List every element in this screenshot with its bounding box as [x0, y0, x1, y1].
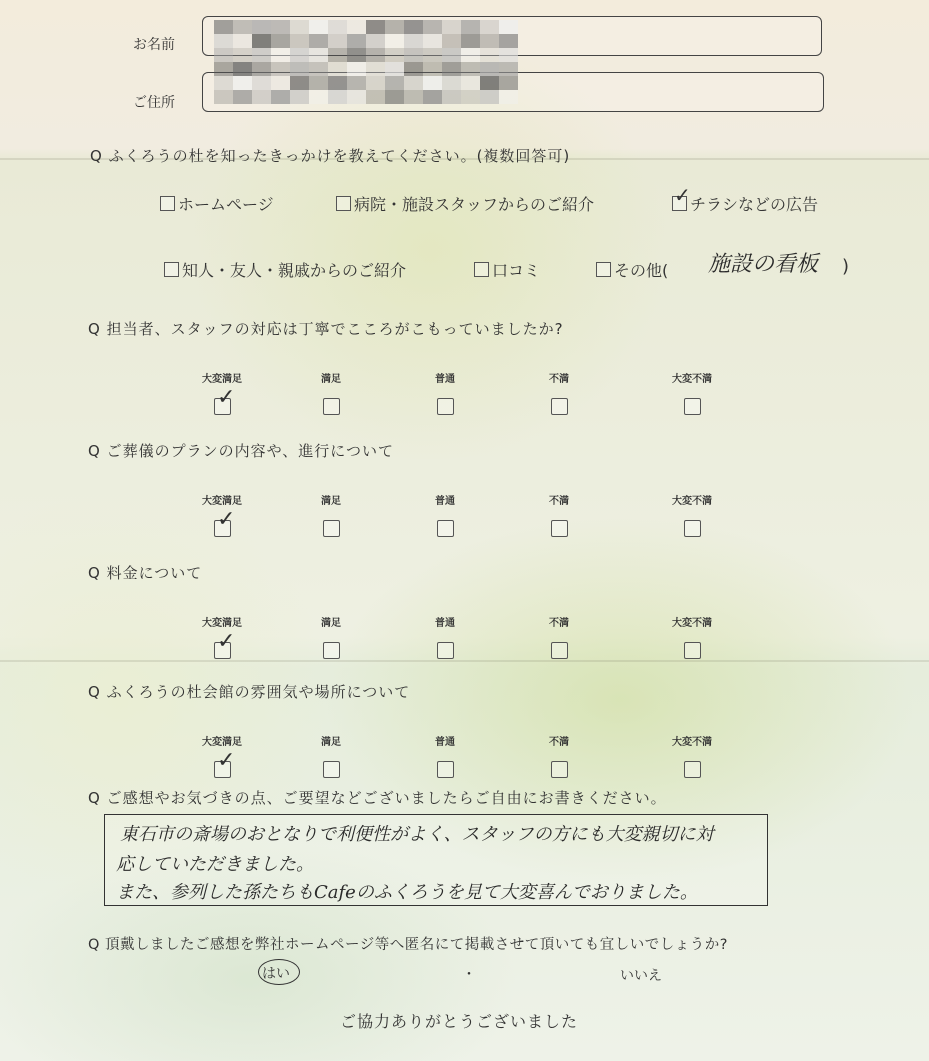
- comment-line-1: 東石市の斎場のおとなりで利便性がよく、スタッフの方にも大変親切に対: [120, 824, 714, 845]
- consent-no[interactable]: いいえ: [620, 968, 662, 984]
- rating-checkbox[interactable]: [684, 761, 701, 778]
- consent-separator: ・: [462, 967, 476, 983]
- q1-option-staff-referral[interactable]: [336, 192, 594, 215]
- q1-option-other[interactable]: [596, 258, 668, 281]
- rating-question: Q ご葬儀のプランの内容や、進行について: [88, 442, 394, 460]
- rating-option-label: 大変満足: [202, 618, 242, 629]
- rating-option-label: 大変満足: [202, 737, 242, 748]
- option-label: 病院・施設スタッフからのご紹介: [354, 195, 595, 214]
- rating-checkbox[interactable]: [551, 761, 568, 778]
- rating-checkbox[interactable]: [323, 761, 340, 778]
- q1-option-homepage[interactable]: [160, 192, 274, 215]
- rating-option-label: 不満: [549, 374, 569, 385]
- checkmark-icon: ✓: [674, 183, 691, 207]
- checkmark-icon: ✓: [217, 507, 236, 532]
- rating-option-label: 満足: [321, 496, 341, 507]
- rating-checkbox[interactable]: [437, 761, 454, 778]
- circle-mark-icon: [258, 959, 300, 985]
- q1-question: Q ふくろうの杜を知ったきっかけを教えてください。(複数回答可): [90, 147, 571, 165]
- rating-checkbox[interactable]: [214, 385, 236, 415]
- rating-option-label: 大変満足: [202, 374, 242, 385]
- consent-yes-label: はい: [262, 966, 290, 982]
- rating-option-label: 不満: [549, 737, 569, 748]
- rating-option-label: 大変不満: [672, 618, 712, 629]
- q1-other-close-paren: ): [842, 256, 850, 277]
- q1-option-word-of-mouth[interactable]: [474, 258, 540, 281]
- rating-checkbox[interactable]: [323, 398, 340, 415]
- rating-option-label: 満足: [321, 374, 341, 385]
- rating-checkbox[interactable]: [214, 748, 236, 778]
- rating-checkbox[interactable]: [437, 398, 454, 415]
- rating-checkbox[interactable]: [551, 398, 568, 415]
- checkbox[interactable]: [596, 262, 611, 277]
- rating-checkbox[interactable]: [684, 398, 701, 415]
- rating-option-label: 大変不満: [672, 496, 712, 507]
- rating-checkbox[interactable]: [437, 520, 454, 537]
- rating-option-label: 不満: [549, 496, 569, 507]
- q1-option-acquaintance[interactable]: [164, 258, 406, 281]
- rating-option-label: 大変不満: [672, 737, 712, 748]
- option-label: チラシなどの広告: [690, 195, 819, 214]
- consent-yes[interactable]: [262, 963, 290, 983]
- checkmark-icon: ✓: [217, 385, 236, 410]
- rating-option-label: 満足: [321, 737, 341, 748]
- checkmark-icon: ✓: [217, 629, 236, 654]
- checkbox-checked[interactable]: [672, 183, 691, 211]
- checkmark-icon: ✓: [217, 748, 236, 773]
- checkbox[interactable]: [164, 262, 179, 277]
- q1-option-flyer[interactable]: [672, 183, 819, 215]
- rating-option-label: 不満: [549, 618, 569, 629]
- address-label: ご住所: [133, 95, 175, 111]
- option-label: 口コミ: [492, 261, 541, 280]
- rating-option-label: 満足: [321, 618, 341, 629]
- rating-checkbox[interactable]: [684, 642, 701, 659]
- rating-question: Q ふくろうの杜会館の雰囲気や場所について: [88, 683, 411, 701]
- rating-option-label: 普通: [435, 374, 455, 385]
- consent-question: Q 頂戴しましたご感想を弊社ホームページ等へ匿名にて掲載させて頂いても宜しいでしょうか?: [88, 937, 728, 953]
- rating-checkbox[interactable]: [214, 629, 236, 659]
- rating-checkbox[interactable]: [323, 642, 340, 659]
- rating-checkbox[interactable]: [323, 520, 340, 537]
- closing-text: ご協力ありがとうございました: [340, 1012, 579, 1031]
- comment-line-3: また、参列した孫たちもCafeのふくろうを見て大変喜んでおりました。: [116, 882, 698, 903]
- checkbox[interactable]: [160, 196, 175, 211]
- option-label: その他(: [614, 261, 669, 280]
- option-label: ホームページ: [178, 195, 274, 214]
- rating-option-label: 普通: [435, 496, 455, 507]
- rating-checkbox[interactable]: [437, 642, 454, 659]
- rating-question: Q 担当者、スタッフの対応は丁寧でこころがこもっていましたか?: [88, 320, 564, 338]
- rating-question: Q 料金について: [88, 564, 203, 582]
- rating-option-label: 普通: [435, 737, 455, 748]
- rating-checkbox[interactable]: [214, 507, 236, 537]
- option-label: 知人・友人・親戚からのご紹介: [182, 261, 407, 280]
- redacted-mosaic: [214, 20, 518, 104]
- comment-line-2: 応していただきました。: [116, 854, 314, 875]
- rating-checkbox[interactable]: [551, 520, 568, 537]
- rating-checkbox[interactable]: [551, 642, 568, 659]
- rating-option-label: 普通: [435, 618, 455, 629]
- checkbox[interactable]: [336, 196, 351, 211]
- q1-other-handwritten: 施設の看板: [708, 252, 819, 277]
- comment-question: Q ご感想やお気づきの点、ご要望などございましたらご自由にお書きください。: [88, 789, 667, 807]
- rating-option-label: 大変不満: [672, 374, 712, 385]
- checkbox[interactable]: [474, 262, 489, 277]
- rating-checkbox[interactable]: [684, 520, 701, 537]
- rating-option-label: 大変満足: [202, 496, 242, 507]
- name-label: お名前: [133, 37, 175, 53]
